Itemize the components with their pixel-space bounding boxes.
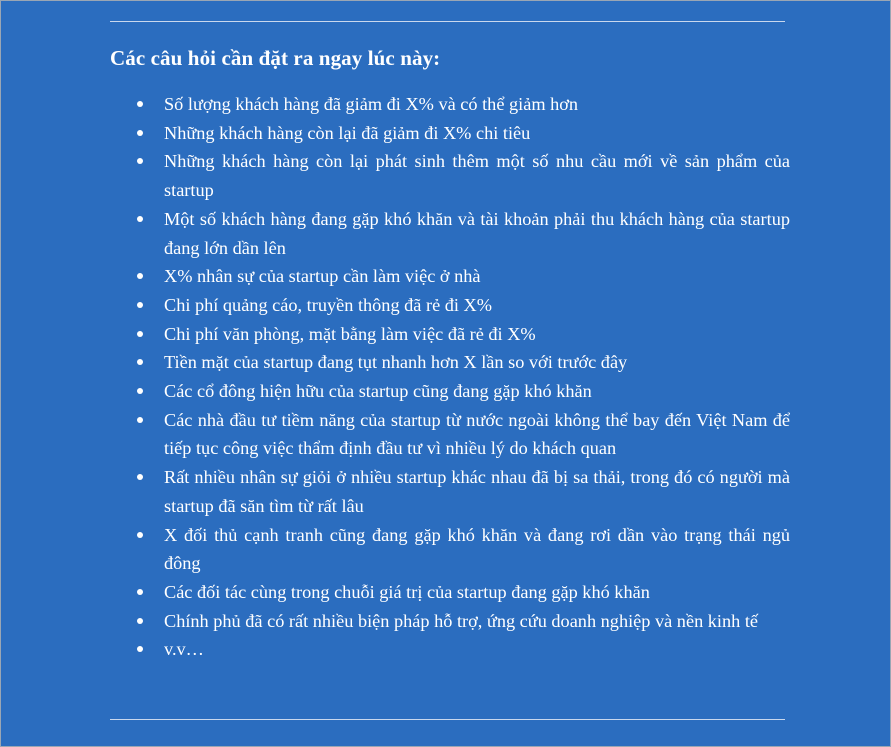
- bullet-icon: [137, 302, 143, 308]
- list-item-text: Những khách hàng còn lại đã giảm đi X% chi tiêu: [164, 122, 531, 143]
- bullet-icon: [137, 130, 143, 136]
- list-item: [164, 607, 790, 636]
- list-item-text: X đối thủ cạnh tranh cũng đang gặp khó khăn và đang rơi dần vào trạng thái ngủ đông: [164, 524, 790, 574]
- list-item-text: X% nhân sự của startup cần làm việc ở nhà: [164, 266, 481, 287]
- list-item-text: Chính phủ đã có rất nhiều biện pháp hỗ trợ, ứng cứu doanh nghiệp và nền kinh tế: [164, 610, 759, 631]
- list-item: [164, 348, 790, 377]
- bullet-icon: [137, 589, 143, 595]
- list-item: [164, 521, 790, 578]
- top-divider: [110, 21, 785, 22]
- list-item: [164, 406, 790, 463]
- list-item: [164, 377, 790, 406]
- list-item: [164, 147, 790, 204]
- bullet-icon: [137, 532, 143, 538]
- list-item-text: Chi phí quảng cáo, truyền thông đã rẻ đi X%: [164, 294, 492, 315]
- list-item-text: Chi phí văn phòng, mặt bằng làm việc đã rẻ đi X%: [164, 323, 536, 344]
- list-item: [164, 463, 790, 520]
- bullet-icon: [137, 158, 143, 164]
- bullet-icon: [137, 101, 143, 107]
- list-item-text: Các cổ đông hiện hữu của startup cũng đang gặp khó khăn: [164, 381, 592, 402]
- bullet-icon: [137, 618, 143, 624]
- list-item-text: Các nhà đầu tư tiềm năng của startup từ nước ngoài không thể bay đến Việt Nam để tiếp tục công việc thẩm định đầu tư vì nhiều lý do khách quan: [164, 409, 790, 459]
- bullet-icon: [137, 474, 143, 480]
- list-item: [164, 205, 790, 262]
- list-item: [164, 635, 790, 664]
- list-item-text: Số lượng khách hàng đã giảm đi X% và có thể giảm hơn: [164, 94, 579, 114]
- bullet-icon: [137, 417, 143, 423]
- list-item: [164, 90, 790, 119]
- bullet-icon: [137, 359, 143, 365]
- list-item: [164, 320, 790, 349]
- list-item-text: Một số khách hàng đang gặp khó khăn và tài khoản phải thu khách hàng của startup đang lớn dần lên: [164, 208, 790, 258]
- bullet-icon: [137, 646, 143, 652]
- bullet-icon: [137, 388, 143, 394]
- list-item: [164, 119, 790, 148]
- bottom-divider: [110, 719, 785, 720]
- list-item: [164, 291, 790, 320]
- panel-heading: Các câu hỏi cần đặt ra ngay lúc này:: [110, 46, 441, 70]
- question-list: [164, 90, 790, 664]
- list-item: [164, 262, 790, 291]
- list-item: [164, 578, 790, 607]
- list-item-text: Rất nhiều nhân sự giỏi ở nhiều startup khác nhau đã bị sa thải, trong đó có người mà startup đã săn tìm từ rất lâu: [164, 467, 790, 516]
- list-item-text: v.v…: [164, 639, 204, 660]
- bullet-icon: [137, 216, 143, 222]
- list-item-text: Tiền mặt của startup đang tụt nhanh hơn X lần so với trước đây: [164, 352, 628, 373]
- bullet-icon: [137, 273, 143, 279]
- list-item-text: Những khách hàng còn lại phát sinh thêm một số nhu cầu mới về sản phẩm của startup: [164, 151, 790, 201]
- list-item-text: Các đối tác cùng trong chuỗi giá trị của startup đang gặp khó khăn: [164, 581, 650, 602]
- bullet-icon: [137, 331, 143, 337]
